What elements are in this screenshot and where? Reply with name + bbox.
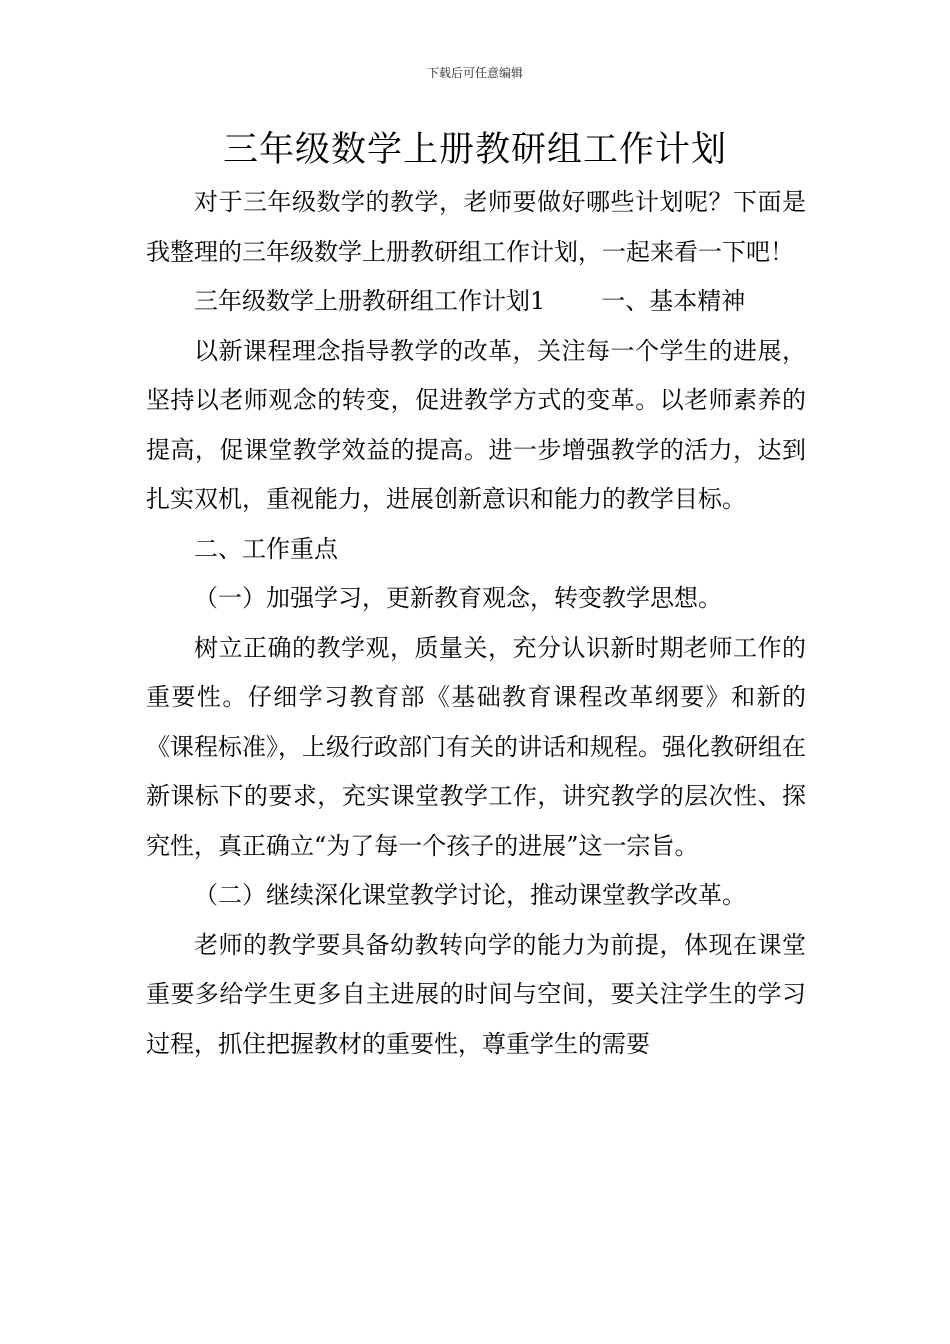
item1-heading: （一）加强学习，更新教育观念，转变教学思想。 bbox=[194, 584, 722, 612]
section1-paragraph: 以新课程理念指导教学的改革，关注每一个学生的进展，坚持以老师观念的转变，促进教学方式的变革。以老师素养的提高，促课堂教学效益的提高。进一步增强教学的活力，达到扎实双机，重视能力，进展创新意识和能力的教学目标。 bbox=[146, 336, 806, 513]
item2-heading: （二）继续深化课堂教学讨论，推动课堂教学改革。 bbox=[194, 881, 746, 909]
plan-heading-line bbox=[146, 277, 806, 327]
plan-heading: 三年级数学上册教研组工作计划1 bbox=[194, 287, 546, 315]
page-header-note: 下载后可任意编辑 bbox=[426, 66, 523, 80]
item2-paragraph: 老师的教学要具备幼教转向学的能力为前提，体现在课堂重要多给学生更多自主进展的时间与空间，要关注学生的学习过程，抓住把握教材的重要性，尊重学生的需要 bbox=[146, 930, 806, 1058]
section2-heading: 二、工作重点 bbox=[194, 534, 338, 563]
intro-paragraph: 对于三年级数学的教学，老师要做好哪些计划呢？下面是我整理的三年级数学上册教研组工作计划，一起来看一下吧！ bbox=[146, 188, 806, 266]
section1-heading: 一、基本精神 bbox=[601, 287, 746, 315]
document-title: 三年级数学上册教研组工作计划 bbox=[222, 130, 727, 170]
document-body bbox=[146, 178, 806, 1069]
item1-paragraph: 树立正确的教学观，质量关，充分认识新时期老师工作的重要性。仔细学习教育部《基础教育课程改革纲要》和新的《课程标准》，上级行政部门有关的讲话和规程。强化教研组在新课标下的要求，充实课堂教学工作，讲究教学的层次性、探究性，真正确立“为了每一个孩子的进展”这一宗旨。 bbox=[146, 633, 806, 860]
